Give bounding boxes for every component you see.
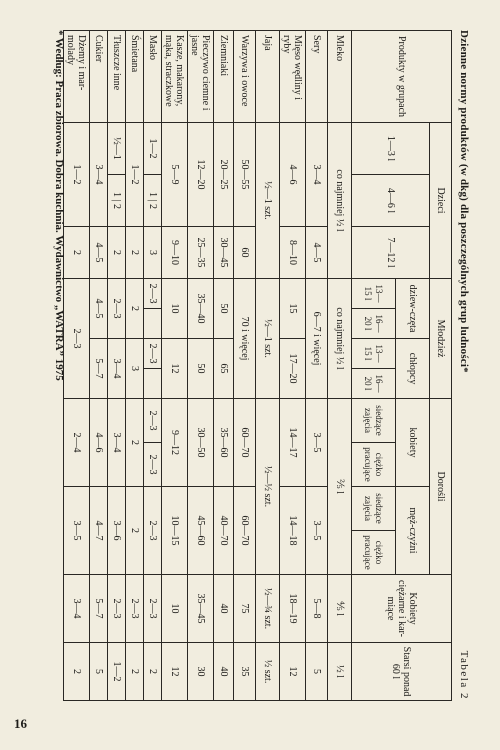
header-women: kobiety [396,399,430,487]
header-boys: chłopcy [396,339,430,399]
header-age-1-3: 1—3 l [352,123,430,175]
header-age-7-12: 7—12 l [352,227,430,279]
header-age-4-6: 4—6 l [352,175,430,227]
table-row: Ziemniaki 20—25 30—45 50 65 35—60 40—70 40 40 [214,31,234,701]
header-girls-16-20: 16—20 l [352,309,396,339]
header-boys-13-15: 13—15 l [352,339,396,369]
table-row: Jaja ½—1 szt. ½—1 szt. ½—½ szt. ½—¾ szt. ½ szt. [256,31,280,701]
header-women-heavy: ciężko pracujące [352,443,396,487]
header-women-sedentary: siedzące zajęcia [352,399,396,443]
table-title-bar [454,30,470,700]
table-row: Mleko co najmniej ½ l co najmniej ½ l ⅖ l ⅘ l ½ l [328,31,352,701]
table-row: Cukier 3—4 4—5 4—5 5—7 4—6 4—7 5—7 5 [90,31,108,701]
table-label: Tabela 2 [458,650,470,700]
norms-table [63,30,452,701]
header-girls: dziew-częta [396,279,430,339]
table-row: Pieczywo ciemne i jasne 12—20 25—35 35—40 50 30—50 45—60 35—45 30 [188,31,214,701]
header-children: Dzieci [430,123,452,279]
footnote: * Według: Praca zbiorowa. Dobra kuchnia. Wydawnictwo „WATRA” 1975 [53,30,65,381]
header-elderly: Starsi ponad 60 l [352,643,452,701]
page-number: 16 [14,716,27,731]
table-row: Dżemy i mar-molady 1—2 2 2—3 2—4 3—5 3—4 2 [64,31,90,701]
header-men: męż-czyźni [396,487,430,575]
header-pregnant: Kobiety ciężarne i kar-miące [352,575,452,643]
table-row: Sery 3—4 4—5 6—7 i więcej 3—5 3—5 5—8 5 [306,31,328,701]
table-row: Śmietana 1—2 2 2 3 2 2 2—3 2 [126,31,144,701]
header-adults: Dorośli [430,399,452,575]
header-men-heavy: ciężko pracujące [352,531,396,575]
table-row: Warzywa i owoce 50—55 60 70 i więcej 60—70 60—70 75 35 [234,31,256,701]
table-title: Dzienne normy produktów (w dkg) dla poszczególnych grup ludności* [458,30,470,373]
header-boys-16-20: 16—20 l [352,369,396,399]
rotated-content [30,30,470,700]
table-row: Kasze, makarony, mąka, straczkowe 5—9 9—10 10 12 9—12 10—15 10 12 [162,31,188,701]
table-row: Tłuszcze inne ½—1 1 | 2 2 2—3 3—4 3—4 3—6 2—3 1—2 [108,31,126,701]
header-men-sedentary: siedzące zajęcia [352,487,396,531]
header-youth: Młodzież [430,279,452,399]
header-girls-13-15: 13—15 l [352,279,396,309]
table-row: Masło 1—2 1 | 2 3 2—3 2—3 2—3 2—3 2—3 2—3 2 [144,31,162,701]
table-row: Mięso wędliny i ryby 4—6 8—10 15 17—20 14—17 14—18 18—19 12 [280,31,306,701]
header-products: Produkty w grupach [352,31,452,123]
